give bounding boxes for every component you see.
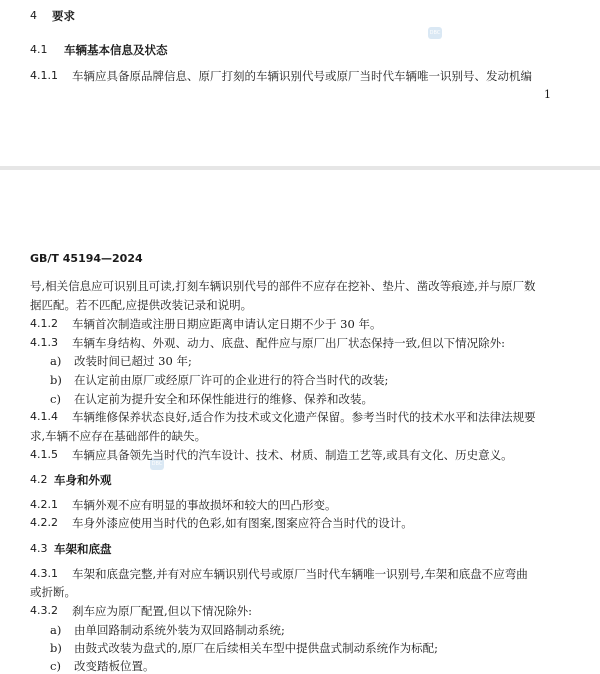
clause-4-3-1-text: 车架和底盘完整,并有对应车辆识别代号或原厂当时代车辆唯一识别号,车架和底盘不应弯曲 <box>72 567 528 581</box>
clause-4-1-3-c-text: 在认定前为提升安全和环保性能进行的维修、保养和改装。 <box>74 392 373 406</box>
clause-4-1-4-text: 车辆维修保养状态良好,适合作为技术或文化遗产保留。参考当时代的技术水平和法律法规要 <box>72 410 536 424</box>
clause-4-1-3-c-marker: c) <box>50 392 61 406</box>
clause-4-3-2-a-text: 由单回路制动系统外装为双回路制动系统; <box>74 623 285 637</box>
clause-4-1-3-number: 4.1.3 <box>30 336 58 349</box>
clause-4-3-2-a-marker: a) <box>50 623 62 637</box>
clause-4-3-2-c-marker: c) <box>50 659 61 673</box>
clause-4-3-2-text: 刹车应为原厂配置,但以下情况除外: <box>72 604 253 618</box>
clause-4-1-5-text: 车辆应具备领先当时代的汽车设计、技术、材质、制造工艺等,或具有文化、历史意义。 <box>72 448 513 462</box>
clause-4-1-2-text: 车辆首次制造或注册日期应距离申请认定日期不少于 30 年。 <box>72 317 382 331</box>
section-4-3-title: 车架和底盘 <box>54 542 112 556</box>
page-number: 1 <box>544 88 551 101</box>
page-header-standard-number: GB/T 45194—2024 <box>30 252 143 265</box>
clause-4-1-3-a-marker: a) <box>50 354 62 368</box>
clause-4-3-1-text-continued: 或折断。 <box>30 585 76 599</box>
section-4-1-title: 车辆基本信息及状态 <box>64 43 168 57</box>
clause-4-2-2-text: 车身外漆应使用当时代的色彩,如有图案,图案应符合当时代的设计。 <box>72 516 413 530</box>
watermark-logo-icon: DBC <box>150 458 164 470</box>
section-4-3-number: 4.3 <box>30 542 48 555</box>
section-4-2-number: 4.2 <box>30 473 48 486</box>
clause-4-2-1-text: 车辆外观不应有明显的事故损坏和较大的凹凸形变。 <box>72 498 337 512</box>
clause-4-2-1-number: 4.2.1 <box>30 498 58 511</box>
clause-4-1-3-a-text: 改装时间已超过 30 年; <box>74 354 192 368</box>
clause-4-3-1-number: 4.3.1 <box>30 567 58 580</box>
section-4-title: 要求 <box>52 9 75 23</box>
continuation-line-2: 据匹配。若不匹配,应提供改装记录和说明。 <box>30 298 253 312</box>
clause-4-3-2-b-text: 由鼓式改装为盘式的,原厂在后续相关车型中提供盘式制动系统作为标配; <box>74 641 439 655</box>
section-4-1-number: 4.1 <box>30 43 48 56</box>
clause-4-3-2-number: 4.3.2 <box>30 604 58 617</box>
watermark-logo-icon: DBC <box>428 27 442 39</box>
continuation-line-1: 号,相关信息应可识别且可读,打刻车辆识别代号的部件不应存在挖补、垫片、凿改等痕迹,并与原厂数 <box>30 279 536 293</box>
clause-4-1-3-b-text: 在认定前由原厂或经原厂许可的企业进行的符合当时代的改装; <box>74 373 389 387</box>
clause-4-1-3-b-marker: b) <box>50 373 62 387</box>
clause-4-1-2-number: 4.1.2 <box>30 317 58 330</box>
clause-4-1-4-text-continued: 求,车辆不应存在基础部件的缺失。 <box>30 429 207 443</box>
clause-4-3-2-b-marker: b) <box>50 641 62 655</box>
page-2 <box>0 170 600 674</box>
section-4-2-title: 车身和外观 <box>54 473 112 487</box>
clause-4-3-2-c-text: 改变踏板位置。 <box>74 659 155 673</box>
clause-4-1-1-text: 车辆应具备原品牌信息、原厂打刻的车辆识别代号或原厂当时代车辆唯一识别号、发动机编 <box>72 69 532 83</box>
clause-4-1-4-number: 4.1.4 <box>30 410 58 423</box>
clause-4-1-3-text: 车辆车身结构、外观、动力、底盘、配件应与原厂出厂状态保持一致,但以下情况除外: <box>72 336 506 350</box>
clause-4-1-5-number: 4.1.5 <box>30 448 58 461</box>
clause-4-1-1-number: 4.1.1 <box>30 69 58 82</box>
page-1 <box>0 0 600 166</box>
clause-4-2-2-number: 4.2.2 <box>30 516 58 529</box>
section-4-number: 4 <box>30 9 37 22</box>
